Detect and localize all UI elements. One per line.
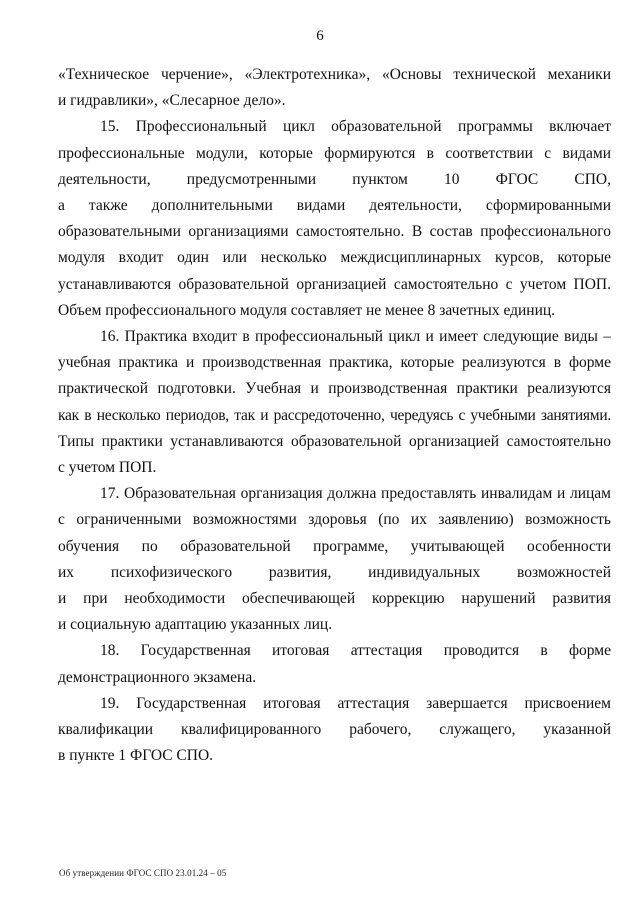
text-line: Объем профессионального модуля составляет не менее 8 зачетных единиц.: [58, 301, 556, 319]
text-line: демонстрационного экзамена.: [58, 668, 257, 686]
text-line: а также дополнительными видами деятельности, сформированными: [58, 197, 611, 215]
text-line: и гидравлики», «Слесарное дело».: [58, 92, 286, 110]
text-line: деятельности, предусмотренными пунктом 10 ФГОС СПО,: [58, 170, 611, 188]
document-body: [58, 62, 611, 769]
text-line: обучения по образовательной программе, учитывающей особенности: [58, 537, 611, 555]
text-line: квалификации квалифицированного рабочего, служащего, указанной: [58, 721, 611, 739]
text-line: устанавливаются образовательной организацией самостоятельно с учетом ПОП.: [58, 275, 611, 293]
text-line: «Техническое черчение», «Электротехника», «Основы технической механики: [58, 66, 611, 83]
text-line: Типы практики устанавливаются образовательной организацией самостоятельно: [58, 432, 611, 450]
text-line: 17. Образовательная организация должна предоставлять инвалидам и лицам: [100, 485, 611, 503]
text-line: 18. Государственная итоговая аттестация проводится в форме: [100, 642, 611, 660]
text-line: модуля входит один или несколько междисциплинарных курсов, которые: [58, 249, 611, 267]
text-line: профессиональные модули, которые формируются в соответствии с видами: [58, 144, 611, 162]
paragraph-continuation: [58, 62, 611, 114]
text-line: в пункте 1 ФГОС СПО.: [58, 747, 214, 765]
text-line: их психофизического развития, индивидуальных возможностей: [58, 563, 611, 581]
text-line: с учетом ПОП.: [58, 459, 157, 477]
paragraph-15: [58, 114, 611, 324]
text-line: и социальную адаптацию указанных лиц.: [58, 616, 333, 634]
text-line: учебная практика и производственная практика, которые реализуются в форме: [58, 354, 611, 372]
text-line: практической подготовки. Учебная и производственная практики реализуются: [58, 380, 611, 398]
paragraph-17: [58, 481, 611, 638]
paragraph-18: [58, 638, 611, 690]
document-footer: Об утверждении ФГОС СПО 23.01.24 – 05: [59, 868, 227, 878]
text-line: как в несколько периодов, так и рассредоточенно, чередуясь с учебными занятиями.: [58, 406, 611, 424]
text-line: образовательными организациями самостоятельно. В состав профессионального: [58, 223, 611, 241]
page-number: 6: [316, 28, 324, 44]
text-line: 19. Государственная итоговая аттестация завершается присвоением: [100, 694, 611, 712]
text-line: с ограниченными возможностями здоровья (по их заявлению) возможность: [58, 511, 611, 529]
paragraph-16: [58, 324, 611, 481]
text-line: и при необходимости обеспечивающей коррекцию нарушений развития: [58, 590, 611, 608]
text-line: 15. Профессиональный цикл образовательной программы включает: [100, 118, 611, 136]
paragraph-19: [58, 691, 611, 770]
text-line: 16. Практика входит в профессиональный цикл и имеет следующие виды –: [100, 328, 611, 346]
